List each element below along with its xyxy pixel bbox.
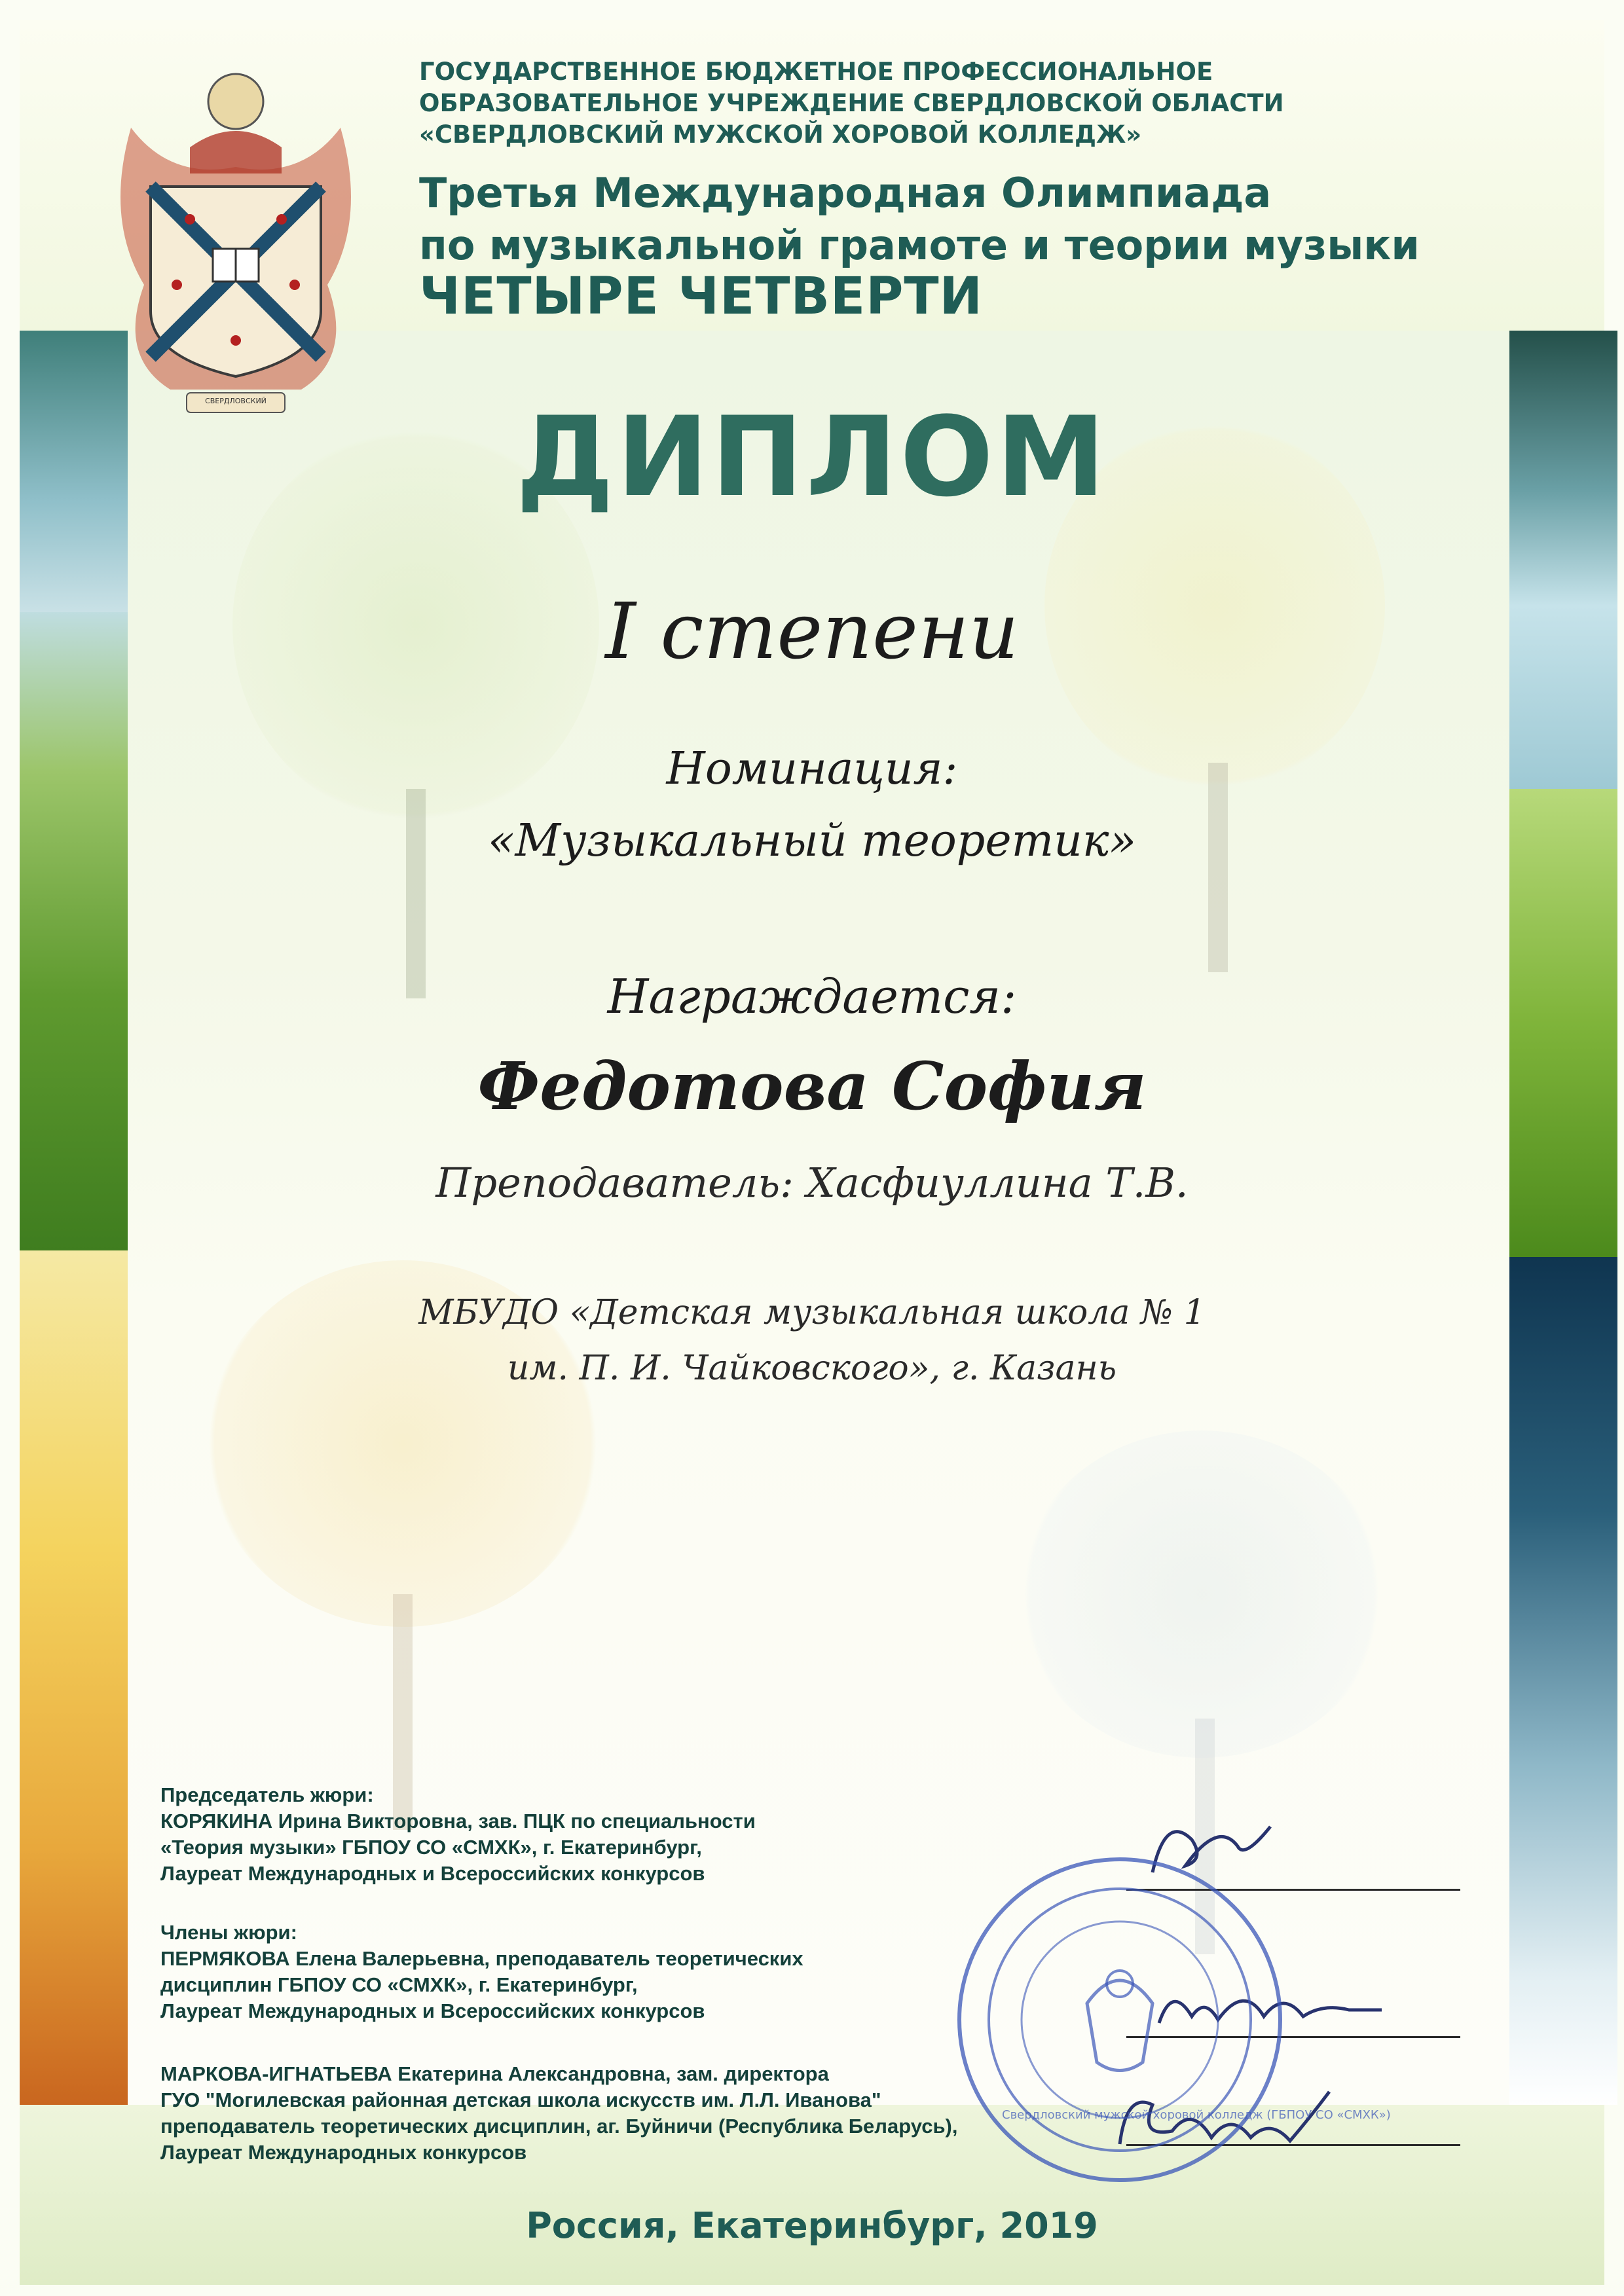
coat-of-arms-emblem: [105, 49, 367, 432]
jury-member-line: МАРКОВА-ИГНАТЬЕВА Екатерина Александровна, зам. директора: [160, 2062, 829, 2085]
teacher-name: Преподаватель: Хасфиуллина Т.В.: [435, 1159, 1189, 1207]
olympiad-title-line-2: по музыкальной грамоте и теории музыки: [419, 221, 1420, 269]
emblem-ribbon-text: СВЕРДЛОВСКИЙ: [205, 397, 267, 405]
jury-member-line: дисциплин ГБПОУ СО «СМХК», г. Екатеринбург,: [160, 1973, 638, 1996]
diploma-degree: I степени: [605, 586, 1019, 676]
awarded-label: Награждается:: [607, 969, 1017, 1024]
org-name-line-3: «СВЕРДЛОВСКИЙ МУЖСКОЙ ХОРОВОЙ КОЛЛЕДЖ»: [419, 120, 1142, 149]
footer-place-year: Россия, Екатеринбург, 2019: [526, 2205, 1098, 2246]
tree-winter: [1018, 1430, 1385, 1758]
nomination-value: «Музыкальный теоретик»: [487, 815, 1137, 867]
official-stamp: [953, 1853, 1391, 2187]
jury-member-line: Лауреат Международных и Всероссийских конкурсов: [160, 1999, 705, 2022]
school-line-2: им. П. И. Чайковского», г. Казань: [507, 1349, 1117, 1388]
tree-trunk: [393, 1594, 413, 1830]
school-line-1: МБУДО «Детская музыкальная школа № 1: [418, 1293, 1206, 1332]
org-name-line-1: ГОСУДАРСТВЕННОЕ БЮДЖЕТНОЕ ПРОФЕССИОНАЛЬНОЕ: [419, 58, 1213, 86]
recipient-name: Федотова София: [477, 1048, 1147, 1125]
jury-members-label: Члены жюри:: [160, 1921, 297, 1944]
stamp-text: Свердловский мужской хоровой колледж (ГБПОУ СО «СМХК»): [1002, 2108, 1391, 2122]
season-strip-left-grass: [20, 612, 128, 1250]
diploma-title: ДИПЛОМ: [515, 393, 1109, 521]
nomination-label: Номинация:: [666, 743, 958, 795]
jury-member-line: ГУО "Могилевская районная детская школа искусств им. Л.Л. Иванова": [160, 2088, 881, 2111]
jury-member-line: преподаватель теоретических дисциплин, аг. Буйничи (Республика Беларусь),: [160, 2115, 958, 2138]
olympiad-name: ЧЕТЫРЕ ЧЕТВЕРТИ: [419, 267, 983, 326]
jury-chair-line: Лауреат Международных и Всероссийских конкурсов: [160, 1862, 705, 1885]
jury-member-line: ПЕРМЯКОВА Елена Валерьевна, преподаватель теоретических: [160, 1947, 803, 1970]
org-name-line-2: ОБРАЗОВАТЕЛЬНОЕ УЧРЕЖДЕНИЕ СВЕРДЛОВСКОЙ ОБЛАСТИ: [419, 89, 1284, 117]
jury-chair-line: «Теория музыки» ГБПОУ СО «СМХК», г. Екатеринбург,: [160, 1836, 702, 1859]
jury-chair-label: Председатель жюри:: [160, 1783, 374, 1806]
jury-chair-line: КОРЯКИНА Ирина Викторовна, зав. ПЦК по специальности: [160, 1810, 756, 1832]
olympiad-title-line-1: Третья Международная Олимпиада: [419, 169, 1272, 217]
jury-member-line: Лауреат Международных конкурсов: [160, 2141, 527, 2164]
